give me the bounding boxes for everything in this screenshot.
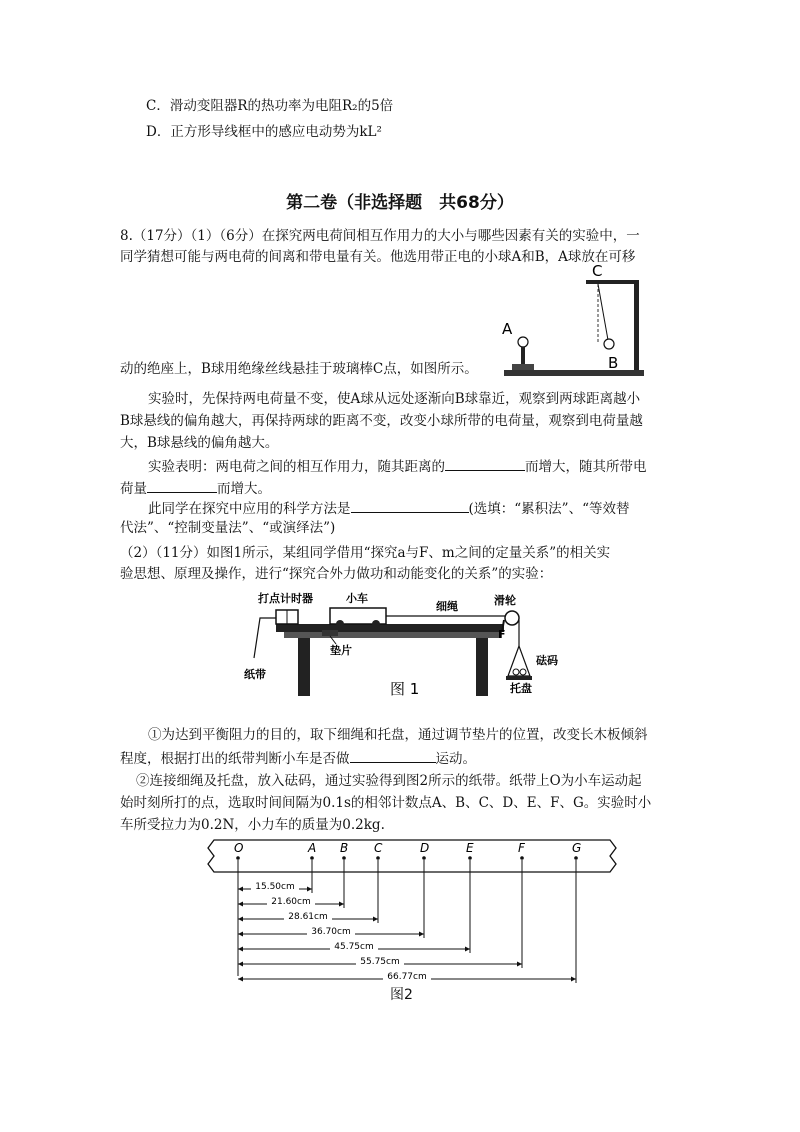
q8-line1: 8.（17分）（1）（6分）在探究两电荷间相互作用力的大小与哪些因素有关的实验中，一 xyxy=(120,228,640,244)
tape-dot xyxy=(310,856,314,860)
svg-text:托盘: 托盘 xyxy=(510,682,532,695)
svg-text:滑轮: 滑轮 xyxy=(494,594,516,607)
table-leg-right xyxy=(476,638,488,696)
svg-text:垫片: 垫片 xyxy=(330,644,352,657)
distance-label: 36.70cm xyxy=(311,927,351,937)
tape-dot xyxy=(236,856,240,860)
section-title: 第二卷（非选择题 共68分） xyxy=(286,193,514,213)
tape-point-label: E xyxy=(466,841,474,855)
blank-motion[interactable] xyxy=(350,747,436,763)
figure-2-caption: 图2 xyxy=(390,987,413,1003)
tape-point-label: B xyxy=(340,841,349,855)
p4-line1: 此同学在探究中应用的科学方法是 (选填：“累积法”、“等效替 xyxy=(148,497,629,519)
p3-line2: 荷量 而增大。 xyxy=(120,477,271,499)
p7-line3: 车所受拉力为0.2N，小力车的质量为0.2kg. xyxy=(120,817,385,833)
p6-line1: ①为达到平衡阻力的目的，取下细绳和托盘，通过调节垫片的位置，改变长木板倾斜 xyxy=(148,727,648,743)
p6-line2: 程度，根据打出的纸带判断小车是否做 运动。 xyxy=(120,747,476,769)
p5-line1: （2）（11分）如图1所示，某组同学借用“探究a与F、m之间的定量关系”的相关实 xyxy=(120,545,611,561)
label-a: A xyxy=(502,320,513,338)
tape-dot xyxy=(468,856,472,860)
p2-line1: 实验时，先保持两电荷量不变，使A球从远处逐渐向B球靠近，观察到两球距离越小 xyxy=(148,391,641,407)
svg-text:纸带: 纸带 xyxy=(244,668,266,681)
figure-2-tape xyxy=(206,836,618,1006)
p3-line1: 实验表明：两电荷之间的相互作用力，随其距离的 而增大，随其所带电 xyxy=(148,455,647,477)
tape-point-label: F xyxy=(518,841,525,855)
svg-text:打点计时器: 打点计时器 xyxy=(258,592,313,605)
distance-label: 45.75cm xyxy=(334,942,374,952)
figure-1-apparatus xyxy=(240,588,570,706)
p2-line3: 大，B球悬线的偏角越大。 xyxy=(120,435,279,451)
table-leg-left xyxy=(298,638,310,696)
p7-line1: ②连接细绳及托盘，放入砝码，通过实验得到图2所示的纸带。纸带上O为小车运动起 xyxy=(136,773,642,789)
blank-charge[interactable] xyxy=(147,477,217,493)
pulley-wheel xyxy=(505,611,519,625)
distance-label: 55.75cm xyxy=(360,957,400,967)
ball-b xyxy=(604,339,614,349)
distance-label: 28.61cm xyxy=(288,912,328,922)
tape-point-label: O xyxy=(234,841,244,855)
glass-rod-horizontal xyxy=(586,280,638,284)
tape-point-label: G xyxy=(572,841,582,855)
ball-a xyxy=(518,337,528,347)
label-b: B xyxy=(608,354,619,372)
tape-point-label: D xyxy=(420,841,430,855)
insulating-stand xyxy=(521,347,525,365)
tape-dot xyxy=(520,856,524,860)
tape-point-label: A xyxy=(308,841,317,855)
svg-text:砝码: 砝码 xyxy=(536,654,558,667)
distance-label: 66.77cm xyxy=(387,972,427,982)
blank-distance[interactable] xyxy=(445,455,525,471)
option-c: C．滑动变阻器R的热功率为电阻R₂的5倍 xyxy=(146,98,394,114)
label-c: C xyxy=(592,262,603,280)
svg-text:小车: 小车 xyxy=(346,592,368,605)
tape-line xyxy=(254,618,276,658)
long-board xyxy=(276,624,504,632)
p2-line2: B球悬线的偏角越大，再保持两球的距离不变，改变小球所带的电荷量，观察到电荷量越 xyxy=(120,413,643,429)
svg-text:细绳: 细绳 xyxy=(436,600,458,613)
distance-label: 21.60cm xyxy=(271,897,311,907)
tape-point-label: C xyxy=(374,841,383,855)
tape-strip xyxy=(208,840,616,872)
p5-line2: 验思想、原理及操作，进行“探究合外力做功和动能变化的关系”的实验： xyxy=(120,566,553,582)
figure-1-caption: 图 1 xyxy=(390,680,420,698)
tape-dot xyxy=(422,856,426,860)
q8-line3: 动的绝座上，B球用绝缘丝线悬挂于玻璃棒C点，如图所示。 xyxy=(120,361,478,377)
p4-line2: 代法”、“控制变量法”、“或演绎法”) xyxy=(120,520,336,536)
base-board xyxy=(504,370,644,376)
distance-label: 15.50cm xyxy=(255,882,295,892)
q8-line2: 同学猜想可能与两电荷的间离和带电量有关。他选用带正电的小球A和B，A球放在可移 xyxy=(120,249,636,265)
tape-dot xyxy=(574,856,578,860)
charges-figure xyxy=(498,262,648,380)
option-d: D．正方形导线框中的感应电动势为kL² xyxy=(146,124,382,140)
glass-rod-vertical xyxy=(634,280,639,374)
svg-text:F: F xyxy=(498,628,506,641)
p7-line2: 始时刻所打的点，选取时间间隔为0.1s的相邻计数点A、B、C、D、E、F、G。实验时小 xyxy=(120,795,652,811)
blank-method[interactable] xyxy=(351,497,469,513)
tape-dot xyxy=(342,856,346,860)
tape-dot xyxy=(376,856,380,860)
pad xyxy=(322,630,338,636)
